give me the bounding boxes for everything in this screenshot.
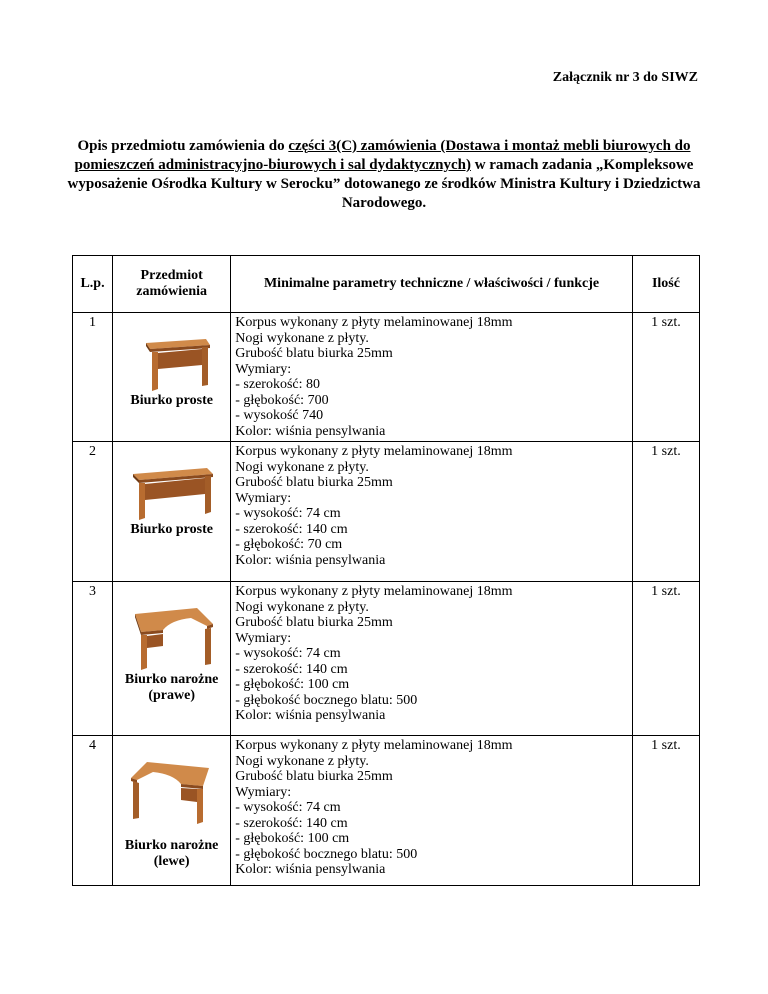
spec-line: Wymiary:: [235, 630, 292, 646]
table-row: [73, 313, 700, 442]
row-item: [113, 736, 231, 886]
desk-straight-image: [132, 333, 212, 393]
row-item-name: Biurko proste: [130, 522, 213, 537]
spec-line: Wymiary:: [235, 784, 292, 800]
row-lp: 3: [73, 582, 113, 736]
row-lp: 4: [73, 736, 113, 886]
table-header-row: [73, 256, 700, 313]
header-qty: Ilość: [632, 256, 699, 313]
spec-line: Wymiary:: [235, 361, 292, 377]
spec-line: Grubość blatu biurka 25mm: [235, 475, 393, 490]
row-qty: 1 szt.: [632, 582, 699, 736]
desk-corner-right-image: [127, 602, 217, 672]
table-row: [73, 442, 700, 582]
spec-line: Nogi wykonane z płyty.: [235, 330, 369, 346]
row-item: [113, 442, 231, 582]
spec-line: - głębokość: 700: [235, 392, 329, 408]
row-item-name: Biurko narożne (prawe): [124, 672, 219, 703]
row-qty: 1 szt.: [632, 313, 699, 442]
desk-corner-left-image: [127, 756, 217, 826]
row-item: [113, 313, 231, 442]
row-item-name: Biurko proste: [130, 393, 213, 408]
title-part-2: części 3(C) zamówienia (Dostawa i montaż mebli biurowych do pomieszczeń administracyjno-biurowych i sal dydaktycznych): [74, 138, 691, 173]
spec-line: - głębokość: 100 cm: [235, 677, 350, 692]
spec-line: - wysokość: 74 cm: [235, 800, 341, 815]
spec-line: Grubość blatu biurka 25mm: [235, 615, 393, 630]
document-title: [62, 137, 706, 213]
spec-line: - szerokość: 80: [235, 377, 321, 392]
spec-line: Nogi wykonane z płyty.: [235, 753, 369, 769]
spec-line: - wysokość: 74 cm: [235, 646, 341, 661]
table-row: [73, 736, 700, 886]
spec-line: - wysokość: 74 cm: [235, 506, 341, 521]
row-qty: 1 szt.: [632, 736, 699, 886]
spec-line: - głębokość bocznego blatu: 500: [235, 692, 418, 708]
spec-line: - głębokość: 70 cm: [235, 537, 343, 552]
row-item: [113, 582, 231, 736]
table-row: [73, 582, 700, 736]
header-item: Przedmiot zamówienia: [113, 256, 231, 313]
spec-line: Korpus wykonany z płyty melaminowanej 18mm: [235, 584, 513, 599]
row-lp: 1: [73, 313, 113, 442]
row-spec: [231, 313, 633, 442]
row-spec: [231, 442, 633, 582]
spec-line: Korpus wykonany z płyty melaminowanej 18mm: [235, 315, 513, 330]
title-part-1: Opis przedmiotu zamówienia do: [77, 138, 289, 154]
spec-line: - wysokość 740: [235, 408, 324, 423]
row-lp: 2: [73, 442, 113, 582]
spec-line: Kolor: wiśnia pensylwania: [235, 423, 386, 439]
spec-line: - szerokość: 140 cm: [235, 521, 348, 537]
spec-line: Korpus wykonany z płyty melaminowanej 18mm: [235, 738, 513, 753]
desk-straight-wide-image: [127, 462, 217, 522]
spec-line: Nogi wykonane z płyty.: [235, 599, 369, 615]
order-table: [72, 255, 700, 886]
spec-line: Nogi wykonane z płyty.: [235, 459, 369, 475]
header-lp: L.p.: [73, 256, 113, 313]
title-part-3: w ramach zadania „Kompleksowe wyposażenie Ośrodka Kultury w Serocku” dotowanego ze środków Ministra Kultury i Dziedzictwa Narodowego.: [67, 157, 701, 211]
spec-line: Kolor: wiśnia pensylwania: [235, 708, 386, 723]
annex-label: Załącznik nr 3 do SIWZ: [552, 70, 698, 85]
row-qty: 1 szt.: [632, 442, 699, 582]
row-spec: [231, 736, 633, 886]
spec-line: Wymiary:: [235, 490, 292, 506]
spec-line: Kolor: wiśnia pensylwania: [235, 552, 386, 568]
spec-line: - głębokość: 100 cm: [235, 831, 350, 846]
spec-line: Grubość blatu biurka 25mm: [235, 346, 393, 361]
spec-line: - szerokość: 140 cm: [235, 815, 348, 831]
spec-line: Korpus wykonany z płyty melaminowanej 18mm: [235, 444, 513, 459]
row-item-name: Biurko narożne (lewe): [124, 838, 219, 869]
header-params: Minimalne parametry techniczne / właściwości / funkcje: [231, 256, 633, 313]
row-spec: [231, 582, 633, 736]
spec-line: Grubość blatu biurka 25mm: [235, 769, 393, 784]
spec-line: - głębokość bocznego blatu: 500: [235, 846, 418, 862]
spec-line: Kolor: wiśnia pensylwania: [235, 862, 386, 877]
spec-line: - szerokość: 140 cm: [235, 661, 348, 677]
